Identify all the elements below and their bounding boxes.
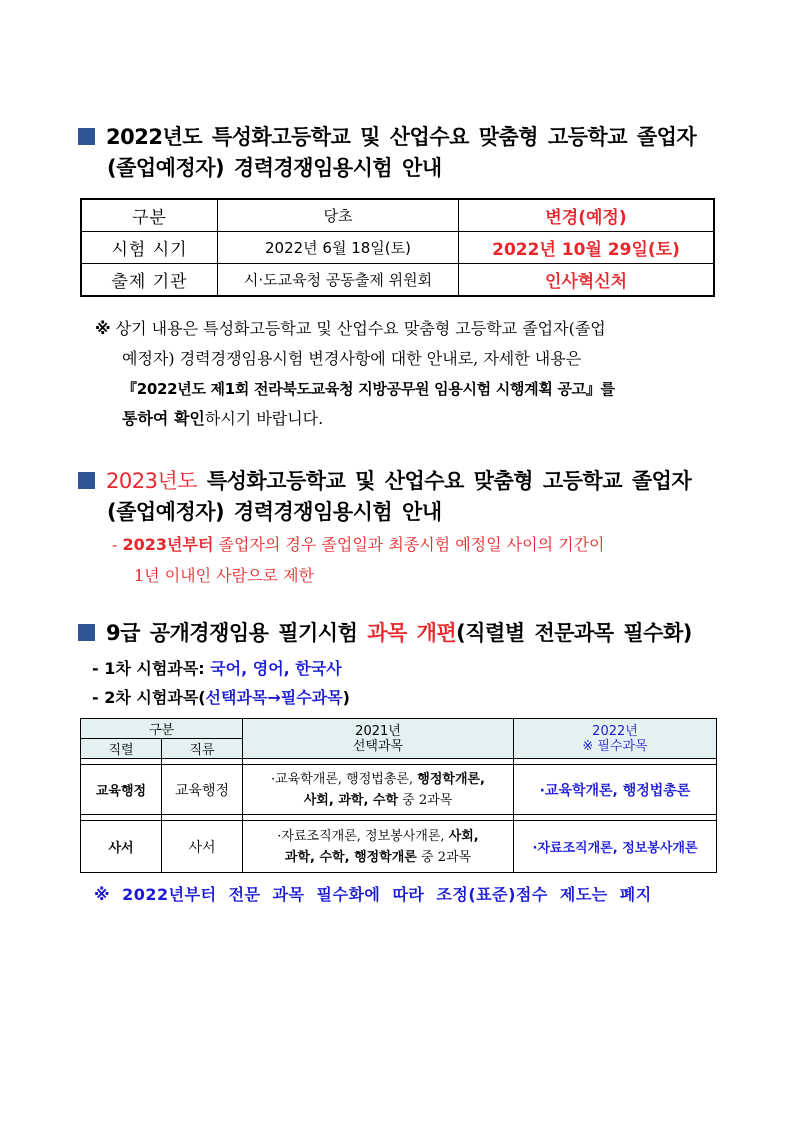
final-note: ※ 2022년부터 전문 과목 필수화에 따라 조정(표준)점수 제도는 폐지 [94, 885, 652, 904]
sub-dash: - [112, 535, 118, 554]
section3-title-red: 과목 개편 [367, 621, 457, 645]
row-new-subjects: ·교육학개론, 행정법총론 [514, 765, 717, 815]
table-row [81, 821, 717, 873]
note-line4-bold: 통하여 확인 [122, 409, 205, 428]
item2-close: ) [342, 688, 350, 707]
header-category: 구분 [81, 199, 218, 232]
header-2022-sub: ※ 필수과목 [582, 738, 648, 754]
section2-year: 2023년도 [106, 469, 198, 493]
section1-note [95, 314, 725, 434]
section-square-icon [78, 128, 95, 145]
header-2021-sub: 선택과목 [352, 738, 404, 754]
old-bold: 사회, [448, 828, 479, 844]
item2-label: - 2차 시험과목( [92, 688, 206, 707]
row-series: 사서 [81, 821, 162, 873]
row-duty: 사서 [162, 821, 243, 873]
section1-title-line2: (졸업예정자) 경력경쟁임용시험 안내 [107, 156, 442, 180]
old-plain: ·자료조직개론, 정보봉사개론, [277, 828, 445, 844]
section2-sub-line1 [112, 531, 605, 559]
header-2021-year: 2021년 [355, 723, 401, 739]
old-bold: 행정학개론, [417, 771, 485, 787]
section1-heading [78, 122, 738, 184]
old-plain: 중 2과목 [402, 792, 453, 808]
header-changed: 변경(예정) [459, 199, 715, 232]
item1-value: 국어, 영어, 한국사 [210, 659, 342, 678]
row-old-subjects [243, 821, 514, 873]
section2-title-line1: 특성화고등학교 및 산업수요 맞춤형 고등학교 졸업자 [206, 469, 692, 493]
section3-heading [78, 618, 738, 649]
header-group: 구분 [81, 719, 243, 739]
row-changed: 인사혁신처 [459, 264, 715, 297]
section2-sub-line2: 1년 이내인 사람으로 제한 [134, 566, 314, 585]
sub-line1-rest: 졸업자의 경우 졸업일과 최종시험 예정일 사이의 기간이 [218, 535, 605, 554]
subject-item1 [92, 656, 342, 679]
row-original: 2022년 6월 18일(토) [218, 232, 459, 264]
sub-bold: 2023년부터 [122, 535, 214, 554]
header-2022 [514, 719, 717, 759]
row-label: 시험 시기 [81, 232, 218, 264]
item2-value: 선택과목→필수과목 [205, 688, 343, 707]
item1-label: - 1차 시험과목: [92, 659, 205, 678]
row-old-subjects [243, 765, 514, 815]
section-square-icon [78, 624, 95, 641]
table-row [81, 232, 714, 264]
note-mark: ※ [95, 319, 111, 338]
row-duty: 교육행정 [162, 765, 243, 815]
note-line1: 상기 내용은 특성화고등학교 및 산업수요 맞춤형 고등학교 졸업자(졸업 [115, 319, 606, 338]
section1-title-line1: 2022년도 특성화고등학교 및 산업수요 맞춤형 고등학교 졸업자 [106, 125, 697, 149]
row-changed: 2022년 10월 29일(토) [459, 232, 715, 264]
section2-heading [78, 466, 738, 528]
section2-title-line2: (졸업예정자) 경력경쟁임용시험 안내 [107, 500, 442, 524]
schedule-change-table [80, 198, 715, 297]
old-plain: ·교육학개론, 행정법총론, [271, 771, 414, 787]
old-plain: 중 2과목 [421, 849, 472, 865]
note-line2: 예정자) 경력경쟁임용시험 변경사항에 대한 안내로, 자세한 내용은 [122, 349, 582, 368]
table-row [81, 765, 717, 815]
note-line4-rest: 하시기 바랍니다. [204, 409, 324, 428]
section3-title-pre: 9급 공개경쟁임용 필기시험 [106, 621, 358, 645]
table-header-row [81, 719, 717, 739]
row-original: 시·도교육청 공동출제 위원회 [218, 264, 459, 297]
old-bold: 사회, 과학, 수학 [303, 792, 399, 808]
row-series: 교육행정 [81, 765, 162, 815]
header-2022-year: 2022년 [592, 723, 638, 739]
subject-item2 [92, 685, 350, 708]
old-bold: 과학, 수학, 행정학개론 [284, 849, 417, 865]
row-new-subjects: ·자료조직개론, 정보봉사개론 [514, 821, 717, 873]
row-label: 출제 기관 [81, 264, 218, 297]
table-header-row [81, 199, 714, 232]
note-line3: 『2022년도 제1회 전라북도교육청 지방공무원 임용시험 시행계획 공고』를 [122, 380, 615, 398]
section-square-icon [78, 472, 95, 489]
header-duty: 직류 [162, 739, 243, 759]
header-series: 직렬 [81, 739, 162, 759]
section3-title-post: (직렬별 전문과목 필수화) [456, 621, 692, 645]
table-row [81, 264, 714, 297]
header-2021 [243, 719, 514, 759]
header-original: 당초 [218, 199, 459, 232]
subject-table [80, 718, 717, 873]
